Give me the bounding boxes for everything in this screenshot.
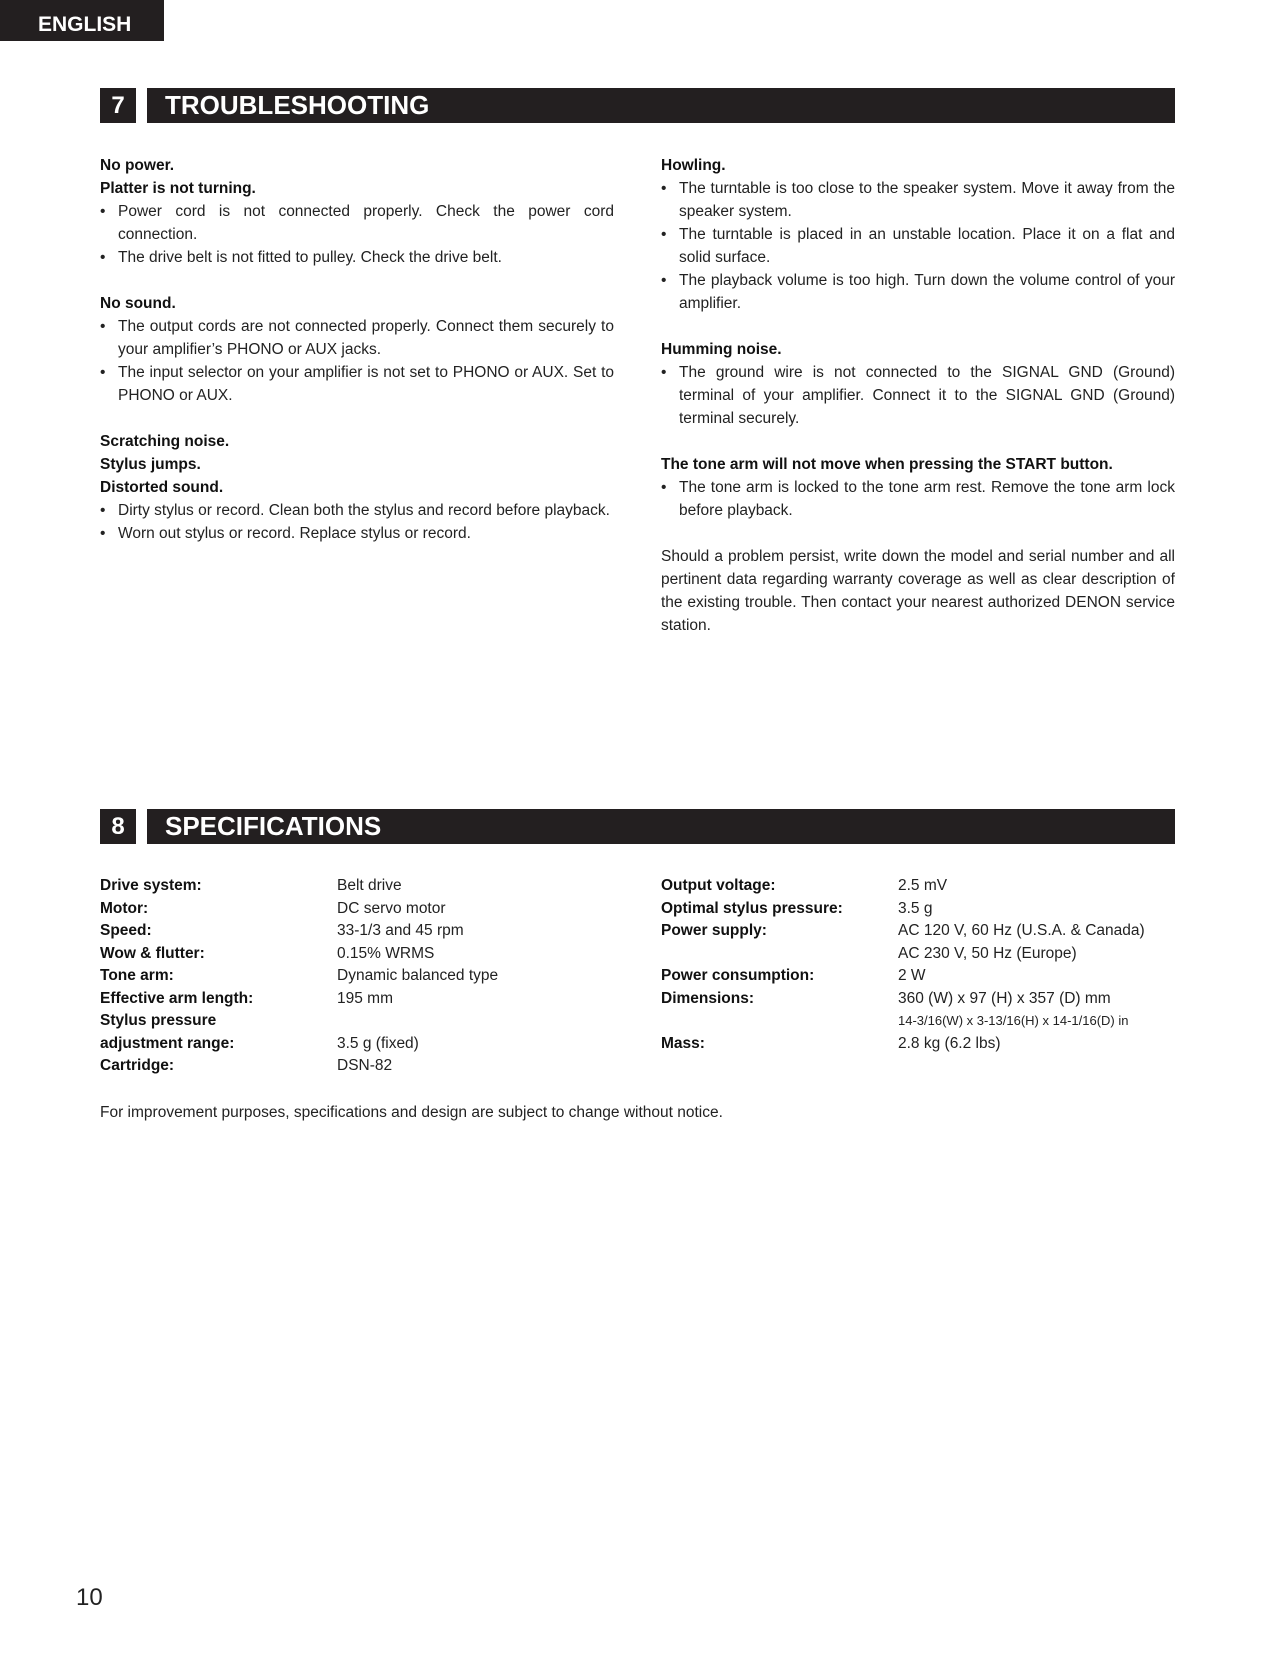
spec-row bbox=[100, 988, 620, 1011]
problem-block bbox=[661, 154, 1175, 315]
page-number: 10 bbox=[76, 1584, 103, 1611]
spec-footnote: For improvement purposes, specifications and design are subject to change without notice. bbox=[100, 1104, 723, 1121]
language-tab: ENGLISH bbox=[0, 0, 164, 41]
spec-row bbox=[100, 965, 620, 988]
spec-label: adjustment range: bbox=[100, 1034, 235, 1052]
spec-label: Cartridge: bbox=[100, 1057, 175, 1074]
solution-item: • Power cord is not connected properly. Check the power cord connection. bbox=[100, 200, 614, 246]
solution-list bbox=[661, 177, 1175, 315]
spec-row bbox=[661, 988, 1175, 1011]
spec-row bbox=[661, 1033, 1175, 1056]
solution-item: • The turntable is too close to the speaker system. Move it away from the speaker system. bbox=[661, 177, 1175, 223]
problem-heading: No sound. bbox=[100, 295, 176, 312]
section-number: 8 bbox=[100, 809, 136, 844]
spec-label: Wow & flutter: bbox=[100, 944, 205, 962]
problem-heading: Distorted sound. bbox=[100, 479, 224, 496]
spec-row bbox=[100, 1055, 620, 1078]
problem-heading: Howling. bbox=[661, 157, 726, 174]
spec-label: Optimal stylus pressure: bbox=[661, 899, 843, 917]
spec-value: 195 mm bbox=[337, 989, 393, 1007]
solution-item: • The ground wire is not connected to the SIGNAL GND (Ground) terminal of your amplifier. Connect it to the SIGNAL GND (Ground) terminal securely. bbox=[661, 361, 1175, 430]
spec-value: DSN-82 bbox=[337, 1057, 393, 1074]
spec-label: Drive system: bbox=[100, 877, 202, 894]
solution-item: • The turntable is placed in an unstable location. Place it on a flat and solid surface. bbox=[661, 223, 1175, 269]
spec-label: Stylus pressure bbox=[100, 1012, 217, 1029]
troubleshooting-header bbox=[100, 88, 1175, 123]
troubleshooting-right-column bbox=[661, 154, 1175, 637]
spec-value: 360 (W) x 97 (H) x 357 (D) mm bbox=[898, 989, 1111, 1007]
closing-paragraph: Should a problem persist, write down the model and serial number and all pertinent data regarding warranty coverage as well as clear description of the existing trouble. Then contact your nearest authorized DENON service station. bbox=[661, 548, 1175, 634]
solution-item: • The drive belt is not fitted to pulley. Check the drive belt. bbox=[100, 246, 614, 269]
spec-label: Mass: bbox=[661, 1034, 705, 1052]
solution-item: • The playback volume is too high. Turn down the volume control of your amplifier. bbox=[661, 269, 1175, 315]
solution-item: • Dirty stylus or record. Clean both the stylus and record before playback. bbox=[100, 499, 614, 522]
solution-list bbox=[100, 499, 614, 545]
problem-block bbox=[100, 154, 614, 269]
problem-block bbox=[100, 430, 614, 545]
solution-list bbox=[661, 476, 1175, 522]
spec-row bbox=[661, 898, 1175, 921]
spec-value: 33-1/3 and 45 rpm bbox=[337, 922, 464, 939]
problem-heading: Platter is not turning. bbox=[100, 180, 256, 197]
problem-block bbox=[661, 338, 1175, 430]
spec-value: DC servo motor bbox=[337, 899, 446, 917]
spec-value: AC 230 V, 50 Hz (Europe) bbox=[898, 944, 1077, 962]
spec-value: Dynamic balanced type bbox=[337, 967, 499, 984]
solution-list bbox=[661, 361, 1175, 430]
problem-heading: Scratching noise. bbox=[100, 433, 230, 450]
spec-value: Belt drive bbox=[337, 877, 402, 894]
spec-row bbox=[100, 1033, 620, 1056]
spec-value: 2.8 kg (6.2 lbs) bbox=[898, 1034, 1001, 1052]
spec-label: Power supply: bbox=[661, 922, 767, 939]
problem-heading: The tone arm will not move when pressing the START button. bbox=[661, 456, 1113, 473]
solution-list bbox=[100, 200, 614, 269]
spec-row bbox=[661, 1010, 1175, 1033]
spec-row bbox=[100, 1010, 620, 1033]
solution-item: • The tone arm is locked to the tone arm rest. Remove the tone arm lock before playback. bbox=[661, 476, 1175, 522]
problem-heading: Humming noise. bbox=[661, 341, 782, 358]
spec-row bbox=[100, 920, 620, 943]
solution-item: • The output cords are not connected properly. Connect them securely to your amplifier’s PHONO or AUX jacks. bbox=[100, 315, 614, 361]
spec-row bbox=[100, 875, 620, 898]
spec-label: Power consumption: bbox=[661, 967, 815, 984]
solution-item: • Worn out stylus or record. Replace stylus or record. bbox=[100, 522, 614, 545]
spec-row bbox=[100, 898, 620, 921]
spec-row bbox=[661, 875, 1175, 898]
problem-block bbox=[661, 453, 1175, 522]
spec-value: 0.15% WRMS bbox=[337, 944, 435, 962]
troubleshooting-left-column bbox=[100, 154, 614, 568]
spec-value: 2 W bbox=[898, 967, 926, 984]
spec-table-left bbox=[100, 875, 620, 1078]
spec-label: Dimensions: bbox=[661, 989, 755, 1007]
spec-label: Effective arm length: bbox=[100, 989, 254, 1007]
spec-table-right bbox=[661, 875, 1175, 1055]
spec-row bbox=[100, 943, 620, 966]
section-title: TROUBLESHOOTING bbox=[147, 88, 1175, 123]
problem-heading: No power. bbox=[100, 157, 175, 174]
section-number: 7 bbox=[100, 88, 136, 123]
spec-row bbox=[661, 920, 1175, 943]
spec-value: 3.5 g bbox=[898, 899, 933, 917]
spec-label: Speed: bbox=[100, 922, 152, 939]
spec-value: 14-3/16(W) x 3-13/16(H) x 14-1/16(D) in bbox=[898, 1013, 1129, 1028]
spec-label: Motor: bbox=[100, 899, 149, 917]
specifications-header bbox=[100, 809, 1175, 844]
spec-label: Output voltage: bbox=[661, 877, 776, 894]
spec-value: 2.5 mV bbox=[898, 877, 948, 894]
spec-row bbox=[661, 965, 1175, 988]
spec-value: 3.5 g (fixed) bbox=[337, 1034, 419, 1052]
solution-item: • The input selector on your amplifier is not set to PHONO or AUX. Set to PHONO or AUX. bbox=[100, 361, 614, 407]
spec-row bbox=[661, 943, 1175, 966]
spec-value: AC 120 V, 60 Hz (U.S.A. & Canada) bbox=[898, 922, 1145, 939]
section-title: SPECIFICATIONS bbox=[147, 809, 1175, 844]
problem-heading: Stylus jumps. bbox=[100, 456, 201, 473]
problem-block bbox=[100, 292, 614, 407]
solution-list bbox=[100, 315, 614, 407]
spec-label: Tone arm: bbox=[100, 967, 174, 984]
